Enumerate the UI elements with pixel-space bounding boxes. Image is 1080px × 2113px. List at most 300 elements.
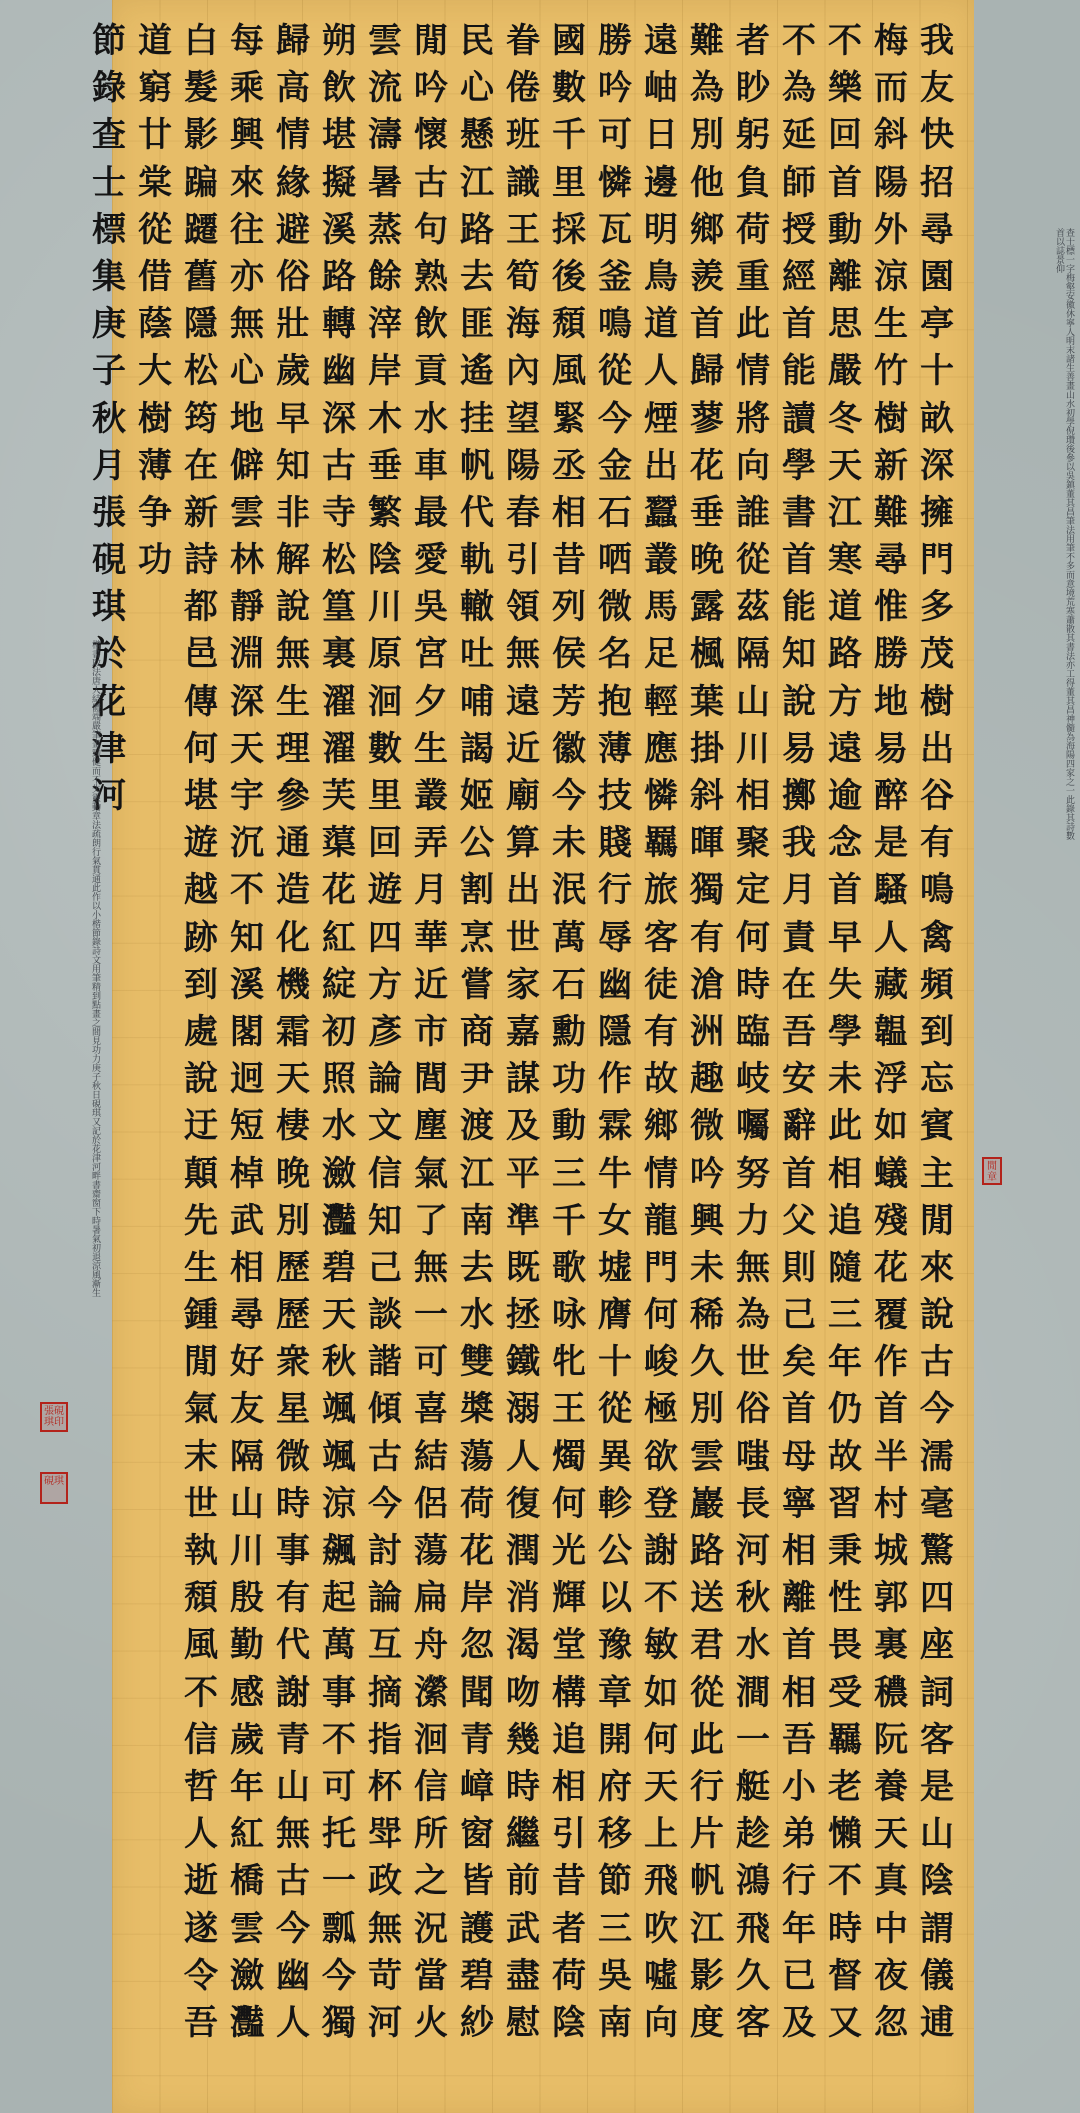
character: 村 — [874, 1483, 908, 1524]
character: 三 — [828, 1295, 862, 1336]
character: 花 — [322, 870, 356, 911]
character: 心 — [460, 68, 494, 109]
character: 樂 — [828, 68, 862, 109]
character: 吟 — [690, 1153, 724, 1194]
character: 仍 — [828, 1389, 862, 1430]
character: 信 — [368, 1153, 402, 1194]
character: 內 — [506, 351, 540, 392]
character: 邑 — [184, 634, 218, 675]
character: 到 — [920, 1011, 954, 1052]
character: 國 — [552, 21, 586, 61]
character: 從 — [690, 1672, 724, 1713]
character: 鳴 — [598, 304, 632, 345]
character: 岐 — [736, 1059, 770, 1100]
character: 吳 — [598, 1955, 632, 1996]
character: 瓢 — [322, 1908, 356, 1949]
character: 杯 — [368, 1766, 402, 1807]
character: 秋 — [92, 398, 126, 439]
character: 瓦 — [598, 209, 632, 250]
character: 人 — [506, 1436, 540, 1477]
character: 為 — [782, 68, 816, 109]
text-column — [730, 18, 776, 2108]
character: 艇 — [736, 1766, 770, 1807]
character: 說 — [184, 1059, 218, 1100]
character: 每 — [230, 21, 264, 61]
character: 雙 — [460, 1342, 494, 1383]
character: 度 — [690, 2002, 724, 2043]
character: 趣 — [690, 1059, 724, 1100]
character: 節 — [92, 21, 126, 61]
character: 姬 — [460, 776, 494, 816]
character: 情 — [276, 115, 310, 156]
character: 喜 — [414, 1389, 448, 1430]
character: 吹 — [644, 1908, 678, 1949]
character: 負 — [736, 162, 770, 203]
character: 岸 — [368, 351, 402, 392]
character: 況 — [414, 1908, 448, 1949]
character: 飲 — [322, 68, 356, 109]
character: 王 — [506, 209, 540, 250]
character: 河 — [368, 2002, 402, 2043]
character: 微 — [276, 1436, 310, 1477]
character: 足 — [644, 634, 678, 675]
character: 髮 — [184, 68, 218, 109]
character: 短 — [230, 1106, 264, 1147]
character: 執 — [184, 1531, 218, 1571]
character: 離 — [828, 256, 862, 297]
character: 吾 — [782, 1719, 816, 1760]
character: 哂 — [598, 540, 632, 581]
character: 眇 — [736, 68, 770, 109]
character: 不 — [230, 870, 264, 911]
character: 構 — [552, 1672, 586, 1713]
character: 勝 — [874, 634, 908, 675]
character: 閒 — [920, 1200, 954, 1241]
character: 濯 — [322, 728, 356, 769]
character: 說 — [276, 587, 310, 628]
character: 謝 — [644, 1531, 678, 1571]
character: 長 — [736, 1483, 770, 1524]
character: 者 — [552, 1908, 586, 1949]
character: 紗 — [460, 2002, 494, 2043]
character: 頹 — [184, 1578, 218, 1619]
character: 摘 — [368, 1672, 402, 1713]
side-inscription-right: 查士標一字梅壑安徽休寧人明末諸生善畫山水初學倪瓚後參以吳鎮董其昌筆法用筆不多而意境荒寒蕭散其書法亦工得董其昌神髓為海陽四家之一此錄其詩數首以誌景仰 — [1054, 228, 1074, 840]
character: 争 — [138, 492, 172, 533]
character: 岸 — [460, 1578, 494, 1619]
character: 徒 — [644, 964, 678, 1005]
character: 勝 — [598, 21, 632, 61]
character: 咏 — [552, 1295, 586, 1336]
character: 吾 — [782, 1011, 816, 1052]
character: 月 — [414, 870, 448, 911]
character: 起 — [322, 1578, 356, 1619]
character: 信 — [184, 1719, 218, 1760]
character: 林 — [230, 540, 264, 581]
character: 從 — [598, 351, 632, 392]
character: 遊 — [368, 870, 402, 911]
character: 未 — [690, 1247, 724, 1288]
character: 書 — [782, 492, 816, 533]
character: 數 — [552, 68, 586, 109]
character: 有 — [690, 917, 724, 958]
character: 道 — [828, 587, 862, 628]
character: 信 — [414, 1766, 448, 1807]
character: 幽 — [322, 351, 356, 392]
character: 紅 — [230, 1814, 264, 1855]
character: 春 — [506, 492, 540, 533]
character: 授 — [782, 209, 816, 250]
character: 橋 — [230, 1861, 264, 1902]
seal-stamp-name: 張硯琪印 — [40, 1402, 68, 1432]
character: 古 — [322, 445, 356, 486]
character: 遊 — [184, 823, 218, 864]
character: 弟 — [782, 1814, 816, 1855]
character: 不 — [828, 1861, 862, 1902]
character: 濤 — [368, 115, 402, 156]
character: 無 — [276, 634, 310, 675]
character: 花 — [874, 1247, 908, 1288]
character: 作 — [874, 1342, 908, 1383]
character: 氣 — [184, 1389, 218, 1430]
character: 不 — [644, 1578, 678, 1619]
character: 洄 — [414, 1719, 448, 1760]
character: 哲 — [184, 1766, 218, 1807]
character: 相 — [782, 1672, 816, 1713]
character: 古 — [368, 1436, 402, 1477]
text-column — [178, 18, 224, 2108]
character: 苛 — [368, 1955, 402, 1996]
character: 路 — [828, 634, 862, 675]
character: 斜 — [874, 115, 908, 156]
character: 真 — [874, 1861, 908, 1902]
character: 微 — [598, 587, 632, 628]
character: 年 — [828, 1342, 862, 1383]
character: 閭 — [414, 1059, 448, 1100]
character: 茲 — [736, 587, 770, 628]
character: 最 — [414, 492, 448, 533]
character: 故 — [644, 1059, 678, 1100]
character: 哺 — [460, 681, 494, 722]
character: 天 — [230, 728, 264, 769]
character: 功 — [552, 1059, 586, 1100]
character: 嘉 — [506, 1011, 540, 1052]
character: 古 — [276, 1861, 310, 1902]
character: 彥 — [368, 1011, 402, 1052]
character: 生 — [276, 681, 310, 722]
character: 讀 — [782, 398, 816, 439]
character: 遠 — [828, 728, 862, 769]
character: 葉 — [690, 681, 724, 722]
character: 掛 — [690, 728, 724, 769]
character: 寒 — [828, 540, 862, 581]
character: 生 — [874, 304, 908, 345]
character: 功 — [138, 540, 172, 581]
character: 別 — [276, 1200, 310, 1241]
character: 慰 — [506, 2002, 540, 2043]
character: 老 — [828, 1766, 862, 1807]
character: 心 — [230, 351, 264, 392]
character: 又 — [828, 2002, 862, 2043]
character: 人 — [184, 1814, 218, 1855]
side-inscription-left: 楷書取法唐人結體端嚴筆畫勁健而不失靈動章法疏朗行氣貫通此作以小楷節錄詩文用筆精到點畫之間見功力庚子秋日硯琪又記於花津河畔書齋窗下時暑氣初退涼風漸生 — [90, 640, 100, 1297]
character: 好 — [230, 1342, 264, 1383]
character: 節 — [598, 1861, 632, 1902]
character: 憐 — [598, 162, 632, 203]
character: 向 — [644, 2002, 678, 2043]
character: 主 — [920, 1153, 954, 1194]
character: 開 — [598, 1719, 632, 1760]
character: 車 — [414, 445, 448, 486]
character: 安 — [782, 1059, 816, 1100]
character: 不 — [782, 21, 816, 61]
character: 山 — [736, 681, 770, 722]
character: 謀 — [506, 1059, 540, 1100]
character: 結 — [414, 1436, 448, 1477]
character: 韞 — [874, 1011, 908, 1052]
character: 輝 — [552, 1578, 586, 1619]
character: 陽 — [506, 445, 540, 486]
character: 隔 — [736, 634, 770, 675]
character: 月 — [782, 870, 816, 911]
character: 謁 — [460, 728, 494, 769]
character: 公 — [460, 823, 494, 864]
character: 輕 — [644, 681, 678, 722]
character: 阮 — [874, 1719, 908, 1760]
character: 性 — [828, 1578, 862, 1619]
character: 緊 — [552, 398, 586, 439]
character: 知 — [276, 445, 310, 486]
character: 今 — [552, 776, 586, 816]
character: 灩 — [230, 2002, 264, 2043]
character: 政 — [368, 1861, 402, 1902]
character: 迂 — [184, 1106, 218, 1147]
character: 轉 — [322, 304, 356, 345]
character: 托 — [322, 1814, 356, 1855]
character: 養 — [874, 1766, 908, 1807]
character: 儀 — [920, 1955, 954, 1996]
character: 路 — [322, 256, 356, 297]
character: 十 — [920, 351, 954, 392]
character: 青 — [276, 1719, 310, 1760]
character: 瀲 — [230, 1955, 264, 1996]
character: 此 — [828, 1106, 862, 1147]
character: 如 — [644, 1672, 678, 1713]
character: 客 — [920, 1719, 954, 1760]
character: 舊 — [184, 256, 218, 297]
character: 庚 — [92, 304, 126, 345]
character: 龍 — [644, 1200, 678, 1241]
character: 火 — [414, 2002, 448, 2043]
character: 壯 — [276, 304, 310, 345]
character: 責 — [782, 917, 816, 958]
character: 公 — [598, 1531, 632, 1571]
character: 川 — [230, 1531, 264, 1571]
character: 郭 — [874, 1578, 908, 1619]
character: 誰 — [736, 492, 770, 533]
character: 牛 — [598, 1153, 632, 1194]
character: 追 — [828, 1200, 862, 1241]
character: 易 — [782, 728, 816, 769]
character: 冬 — [828, 398, 862, 439]
character: 愛 — [414, 540, 448, 581]
character: 津 — [92, 728, 126, 769]
character: 事 — [276, 1531, 310, 1571]
character: 遙 — [460, 351, 494, 392]
character: 不 — [322, 1719, 356, 1760]
character: 華 — [414, 917, 448, 958]
character: 水 — [736, 1625, 770, 1666]
character: 溪 — [230, 964, 264, 1005]
character: 淵 — [230, 634, 264, 675]
character: 能 — [782, 351, 816, 392]
character: 初 — [322, 1011, 356, 1052]
character: 無 — [230, 304, 264, 345]
character: 道 — [644, 304, 678, 345]
character: 者 — [736, 21, 770, 61]
character: 後 — [552, 256, 586, 297]
character: 裏 — [322, 634, 356, 675]
character: 到 — [184, 964, 218, 1005]
character: 豫 — [598, 1625, 632, 1666]
character: 不 — [828, 21, 862, 61]
character: 朔 — [322, 21, 356, 61]
character: 武 — [230, 1200, 264, 1241]
character: 窗 — [460, 1814, 494, 1855]
character: 努 — [736, 1153, 770, 1194]
character: 山 — [920, 1814, 954, 1855]
character: 潤 — [506, 1531, 540, 1571]
character: 參 — [276, 776, 310, 816]
character: 挂 — [460, 398, 494, 439]
character: 羨 — [690, 256, 724, 297]
character: 勳 — [552, 1011, 586, 1052]
character: 槳 — [460, 1389, 494, 1430]
character: 昔 — [552, 540, 586, 581]
character: 互 — [368, 1625, 402, 1666]
character: 吐 — [460, 634, 494, 675]
character: 灩 — [322, 1200, 356, 1241]
character: 先 — [184, 1200, 218, 1241]
character: 年 — [230, 1766, 264, 1807]
character: 不 — [184, 1672, 218, 1713]
character: 川 — [736, 728, 770, 769]
character: 江 — [460, 1153, 494, 1194]
character: 情 — [644, 1153, 678, 1194]
character: 則 — [782, 1247, 816, 1288]
character: 列 — [552, 587, 586, 628]
character: 應 — [644, 728, 678, 769]
character: 晚 — [690, 540, 724, 581]
character: 里 — [552, 162, 586, 203]
character: 吟 — [598, 68, 632, 109]
character: 近 — [414, 964, 448, 1005]
character: 可 — [414, 1342, 448, 1383]
character: 詞 — [920, 1672, 954, 1713]
character: 渴 — [506, 1625, 540, 1666]
character: 燭 — [552, 1436, 586, 1477]
character: 可 — [598, 115, 632, 156]
character: 事 — [322, 1672, 356, 1713]
character: 閣 — [230, 1011, 264, 1052]
character: 離 — [782, 1578, 816, 1619]
character: 首 — [828, 162, 862, 203]
character: 近 — [506, 728, 540, 769]
character: 微 — [690, 1106, 724, 1147]
character: 遠 — [644, 21, 678, 61]
character: 殷 — [230, 1578, 264, 1619]
character: 拯 — [506, 1295, 540, 1336]
character: 瀲 — [322, 1153, 356, 1194]
character: 山 — [230, 1483, 264, 1524]
character: 風 — [552, 351, 586, 392]
character: 堂 — [552, 1625, 586, 1666]
character: 秋 — [736, 1578, 770, 1619]
character: 消 — [506, 1578, 540, 1619]
character: 興 — [230, 115, 264, 156]
character: 武 — [506, 1908, 540, 1949]
character: 追 — [552, 1719, 586, 1760]
character: 客 — [644, 917, 678, 958]
character: 此 — [690, 1719, 724, 1760]
character: 一 — [414, 1295, 448, 1336]
character: 鳥 — [644, 256, 678, 297]
text-column — [362, 18, 408, 2108]
character: 去 — [460, 256, 494, 297]
character: 相 — [782, 1531, 816, 1571]
character: 送 — [690, 1578, 724, 1619]
character: 一 — [736, 1719, 770, 1760]
character: 標 — [92, 209, 126, 250]
character: 頹 — [552, 304, 586, 345]
character: 都 — [184, 587, 218, 628]
character: 荷 — [736, 209, 770, 250]
character: 幽 — [276, 1955, 310, 1996]
character: 之 — [414, 1861, 448, 1902]
text-column — [822, 18, 868, 2108]
character: 流 — [368, 68, 402, 109]
character: 能 — [782, 587, 816, 628]
character: 處 — [184, 1011, 218, 1052]
character: 碧 — [322, 1247, 356, 1288]
character: 賤 — [598, 823, 632, 864]
character: 星 — [276, 1389, 310, 1430]
character: 颯 — [322, 1436, 356, 1477]
character: 洄 — [368, 681, 402, 722]
character: 園 — [920, 256, 954, 297]
character: 江 — [690, 1908, 724, 1949]
character: 鳴 — [920, 870, 954, 911]
character: 歲 — [276, 351, 310, 392]
character: 首 — [690, 304, 724, 345]
character: 採 — [552, 209, 586, 250]
character: 侶 — [414, 1483, 448, 1524]
character: 海 — [506, 304, 540, 345]
character: 琪 — [92, 587, 126, 628]
character: 生 — [184, 1247, 218, 1288]
character: 在 — [782, 964, 816, 1005]
character: 遂 — [184, 1908, 218, 1949]
character: 陰 — [552, 2002, 586, 2043]
character: 花 — [460, 1531, 494, 1571]
character: 於 — [92, 634, 126, 675]
character: 感 — [230, 1672, 264, 1713]
character: 快 — [920, 115, 954, 156]
character: 造 — [276, 870, 310, 911]
character: 鐵 — [506, 1342, 540, 1383]
character: 章 — [598, 1672, 632, 1713]
character: 詩 — [184, 540, 218, 581]
